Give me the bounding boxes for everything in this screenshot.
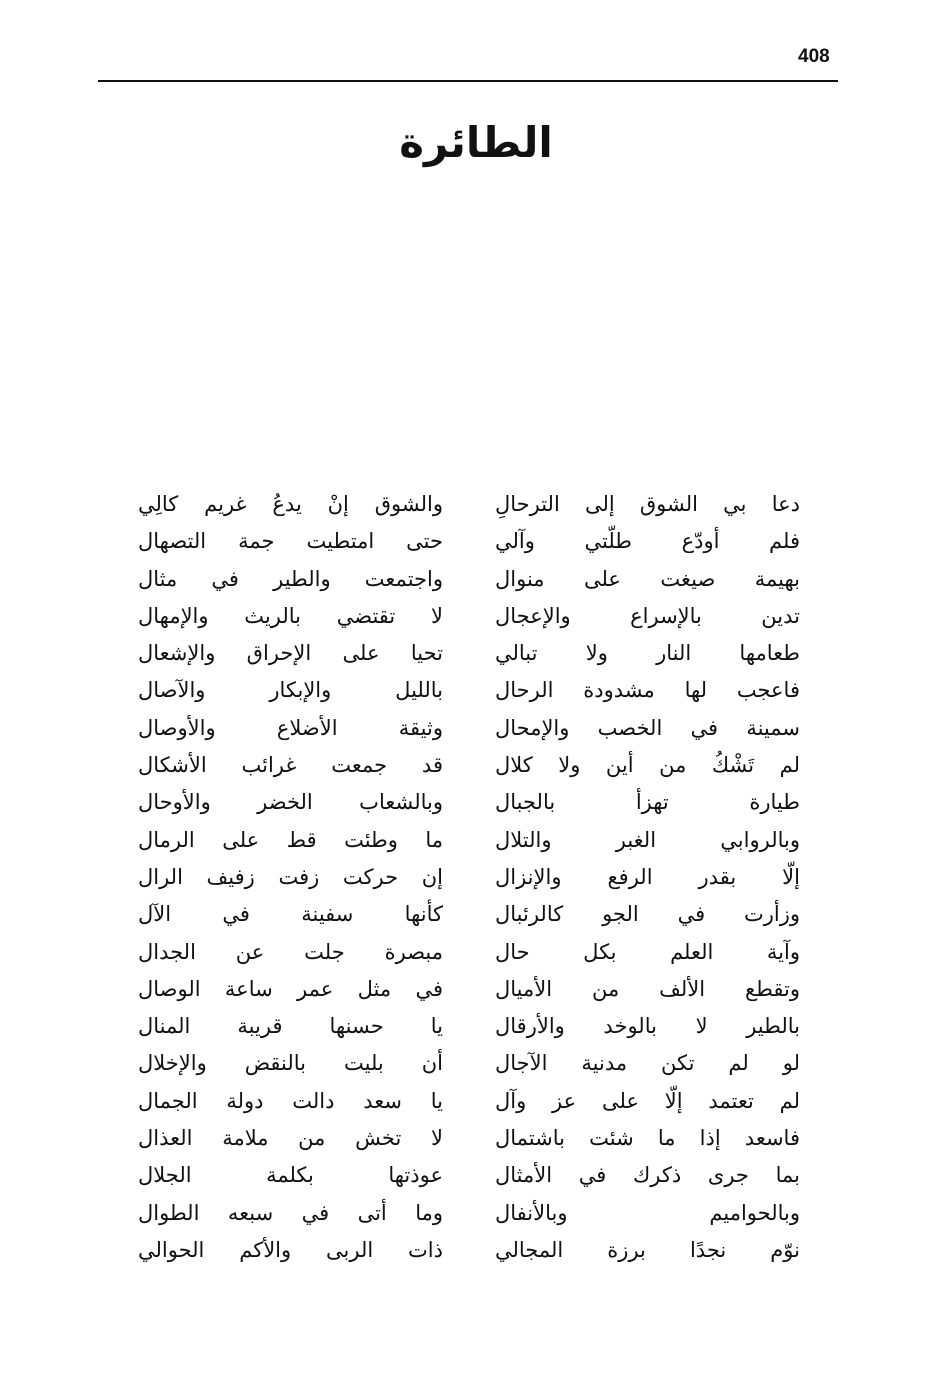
verse-line: حتى امتطيت جمة التصهال bbox=[138, 529, 443, 554]
verse-line: بما جرى ذكرك في الأمثال bbox=[495, 1163, 800, 1188]
verse-line: تدين بالإسراع والإعجال bbox=[495, 603, 800, 628]
verse-line: مبصرة جلت عن الجدال bbox=[138, 939, 443, 964]
verse-line: لم تَشْكُ من أين ولا كلال bbox=[495, 753, 800, 778]
verse-line: بالطير لا بالوخد والأرقال bbox=[495, 1014, 800, 1039]
verse-line: وثيقة الأضلاع والأوصال bbox=[138, 715, 443, 740]
verse-line: وبالحواميم وبالأنفال bbox=[495, 1200, 800, 1225]
verse-line: فاسعد إذا ما شئت باشتمال bbox=[495, 1126, 800, 1151]
poem-title: الطائرة bbox=[399, 118, 553, 167]
verse-line: فاعجب لها مشدودة الرحال bbox=[495, 678, 800, 703]
verse-line: في مثل عمر ساعة الوصال bbox=[138, 976, 443, 1001]
verse-line: واجتمعت والطير في مثال bbox=[138, 566, 443, 591]
verse-line: فلم أودّع طلّتي وآلي bbox=[495, 529, 800, 554]
verse-line: لم تعتمد إلّا على عز وآل bbox=[495, 1088, 800, 1113]
verse-line: والشوق إنْ يدعُ غريم كالِي bbox=[138, 492, 443, 516]
verse-line: لا تخش من ملامة العذال bbox=[138, 1126, 443, 1151]
verse-line: إن حركت زفت زفيف الرال bbox=[138, 864, 443, 889]
verse-line: سمينة في الخصب والإمحال bbox=[495, 715, 800, 740]
verse-line: وآية العلم بكل حال bbox=[495, 939, 800, 964]
page-number: 408 bbox=[798, 46, 830, 67]
verse-line: كأنها سفينة في الآل bbox=[138, 902, 443, 927]
verse-line: أن بليت بالنقض والإخلال bbox=[138, 1051, 443, 1076]
verse-line: وبالشعاب الخضر والأوحال bbox=[138, 790, 443, 815]
verse-line: عوذتها بكلمة الجلال bbox=[138, 1163, 443, 1188]
verse-line: نوّم نجدًا برزة المجالي bbox=[495, 1237, 800, 1262]
verse-line: لا تقتضي بالريث والإمهال bbox=[138, 603, 443, 628]
verse-line: وما أتى في سبعه الطوال bbox=[138, 1200, 443, 1225]
verse-line: ذات الربى والأكم الحوالي bbox=[138, 1237, 443, 1262]
verse-line: طعامها النار ولا تبالي bbox=[495, 641, 800, 666]
verse-line: إلّا بقدر الرفع والإنزال bbox=[495, 864, 800, 889]
verse-line: ما وطئت قط على الرمال bbox=[138, 827, 443, 852]
verse-line: بالليل والإبكار والآصال bbox=[138, 678, 443, 703]
verse-line: يا سعد دالت دولة الجمال bbox=[138, 1088, 443, 1113]
verse-line: وزأرت في الجو كالرئبال bbox=[495, 902, 800, 927]
verse-line: طيارة تهزأ بالجبال bbox=[495, 790, 800, 815]
poem-right-column bbox=[495, 486, 800, 1269]
header-rule bbox=[98, 80, 838, 82]
poem-body bbox=[0, 486, 952, 1286]
verse-line: دعا بي الشوق إلى الترحالِ bbox=[495, 492, 800, 516]
verse-line: لو لم تكن مدنية الآجال bbox=[495, 1051, 800, 1076]
verse-line: وبالروابي الغبر والتلال bbox=[495, 827, 800, 852]
verse-line: يا حسنها قريبة المنال bbox=[138, 1014, 443, 1039]
poem-left-column bbox=[138, 486, 443, 1269]
verse-line: قد جمعت غرائب الأشكال bbox=[138, 753, 443, 778]
verse-line: وتقطع الألف من الأميال bbox=[495, 976, 800, 1001]
verse-line: تحيا على الإحراق والإشعال bbox=[138, 641, 443, 666]
verse-line: بهيمة صيغت على منوال bbox=[495, 566, 800, 591]
